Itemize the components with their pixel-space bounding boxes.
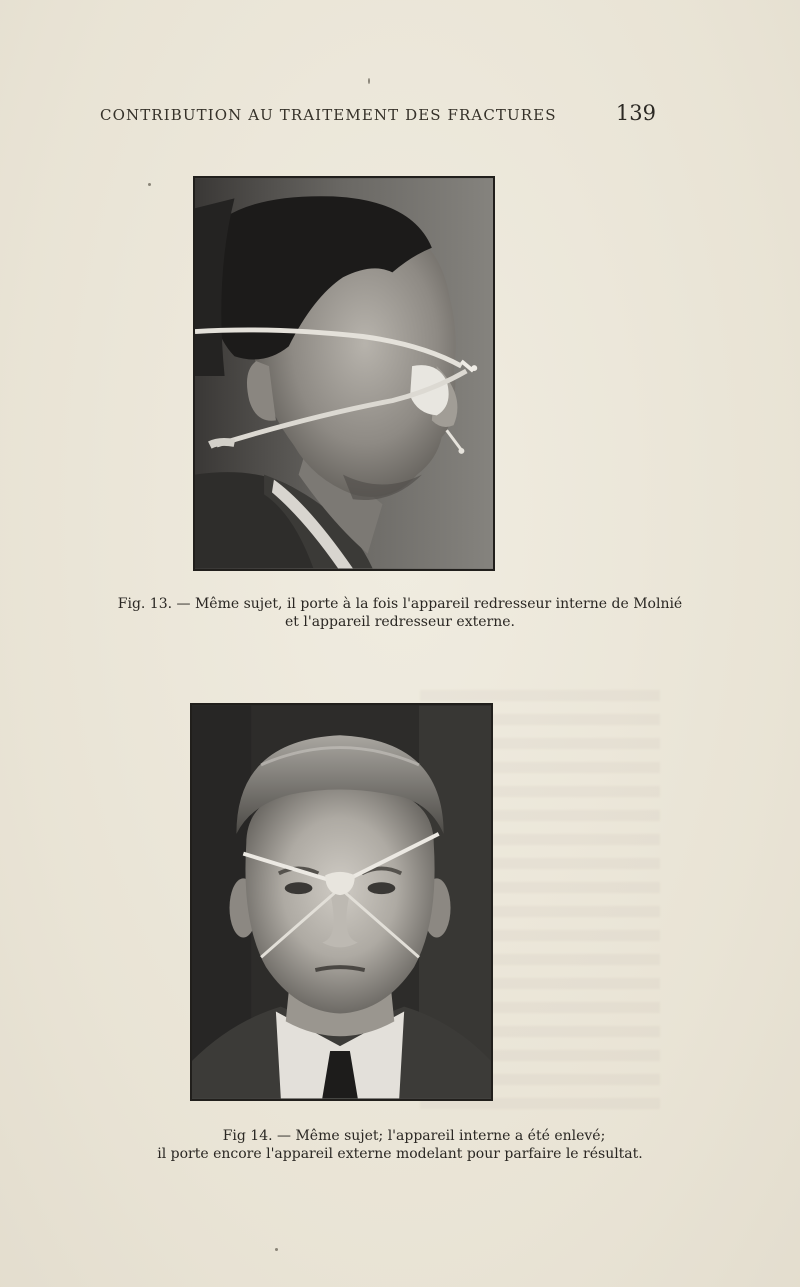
- figure-14-caption-line-1: Fig 14. — Même sujet; l'appareil interne a été enlevé;: [222, 1128, 606, 1144]
- figure-13-caption-line-1: Fig. 13. — Même sujet, il porte à la fois l'appareil redresseur interne de Molnié: [117, 596, 683, 612]
- profile-portrait-image: [195, 178, 493, 569]
- figure-13-caption: [0, 595, 800, 631]
- frontal-portrait-image: [192, 705, 491, 1099]
- running-title: CONTRIBUTION AU TRAITEMENT DES FRACTURES: [100, 106, 557, 124]
- figure-13-photo: [193, 176, 495, 571]
- figure-14-photo: [190, 703, 493, 1101]
- figure-14-caption-line-2: il porte encore l'appareil externe modelant pour parfaire le résultat.: [157, 1146, 643, 1162]
- paper-speck: [148, 183, 151, 186]
- paper-speck: [275, 1248, 278, 1251]
- paper-speck: [368, 78, 370, 84]
- running-head: [100, 101, 656, 128]
- figure-13-caption-line-2: et l'appareil redresseur externe.: [285, 614, 515, 630]
- figure-14-caption: [0, 1127, 800, 1163]
- page-number: 139: [615, 101, 656, 125]
